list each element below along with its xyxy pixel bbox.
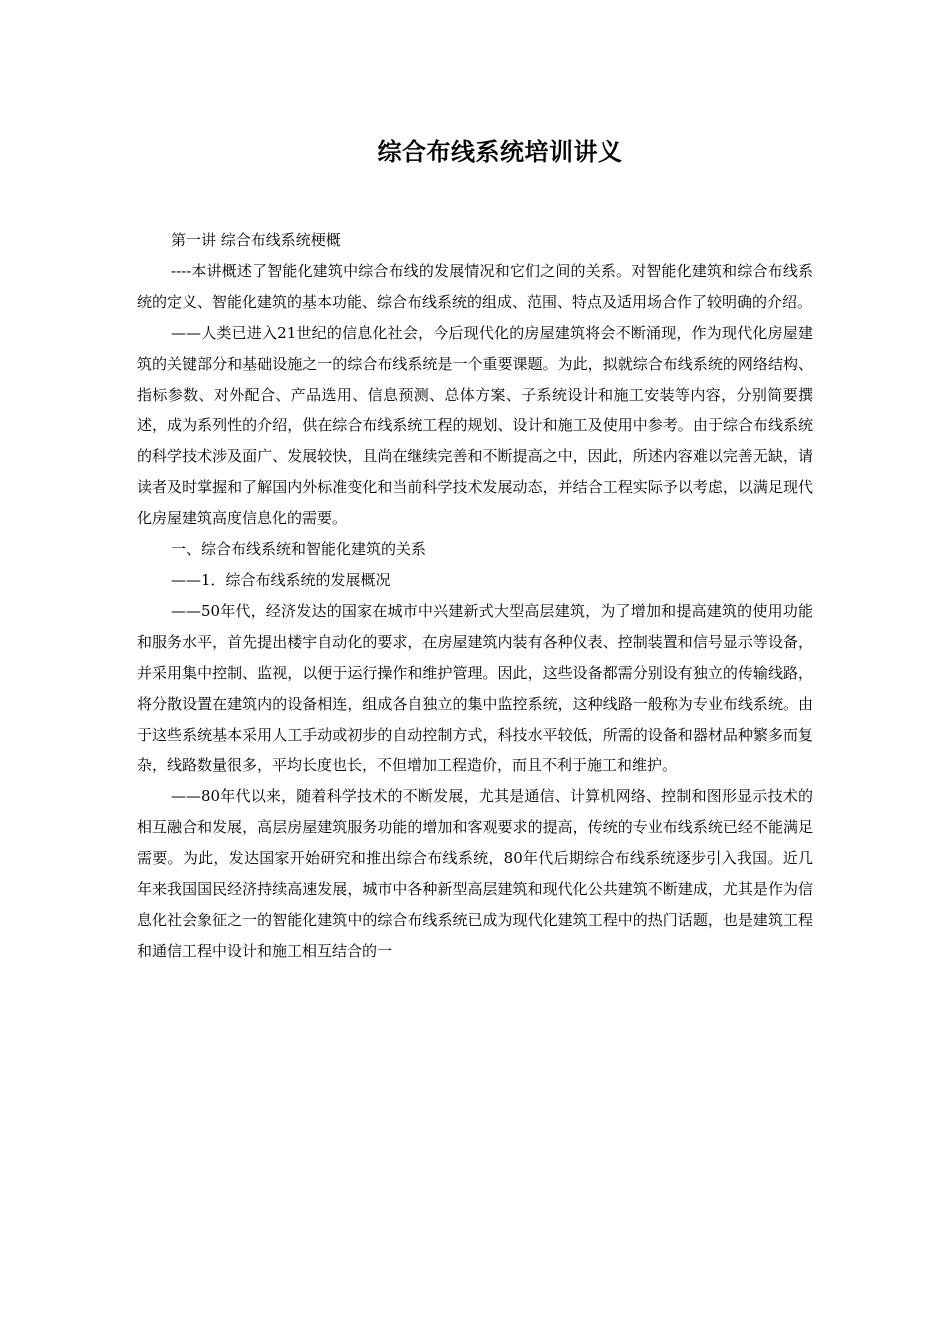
introduction-paragraph: ——人类已进入21世纪的信息化社会，今后现代化的房屋建筑将会不断涌现，作为现代化房屋建筑的关键部分和基础设施之一的综合布线系统是一个重要课题。为此，拟就综合布线系统的网络结构、指标参数、对外配合、产品选用、信息预测、总体方案、子系统设计和施工安装等内容，分别简要撰述，成为系列性的介绍，供在综合布线系统工程的规划、设计和施工及使用中参考。由于综合布线系统的科学技术涉及面广、发展较快，且尚在继续完善和不断提高之中，因此，所述内容难以完善无缺，请读者及时掌握和了解国内外标准变化和当前科学技术发展动态，并结合工程实际予以考虑，以满足现代化房屋建筑高度信息化的需要。: [137, 323, 813, 528]
document-body: [137, 225, 813, 967]
subsection-heading: ——1．综合布线系统的发展概况: [171, 570, 391, 589]
section-heading: 一、综合布线系统和智能化建筑的关系: [171, 540, 427, 559]
lecture-summary-paragraph: ----本讲概述了智能化建筑中综合布线的发展情况和它们之间的关系。对智能化建筑和综合布线系统的定义、智能化建筑的基本功能、综合布线系统的组成、范围、特点及适用场合作了较明确的介绍。: [137, 261, 813, 311]
history-paragraph-1950s: ——50年代，经济发达的国家在城市中兴建新式大型高层建筑，为了增加和提高建筑的使用功能和服务水平，首先提出楼宇自动化的要求，在房屋建筑内装有各种仪表、控制装置和信号显示等设备，并采用集中控制、监视，以便于运行操作和维护管理。因此，这些设备都需分别设有独立的传输线路，将分散设置在建筑内的设备相连，组成各自独立的集中监控系统，这种线路一般称为专业布线系统。由于这些系统基本采用人工手动或初步的自动控制方式，科技水平较低，所需的设备和器材品种繁多而复杂，线路数量很多，平均长度也长，不但增加工程造价，而且不利于施工和维护。: [137, 601, 813, 775]
document-title: 综合布线系统培训讲义: [377, 138, 623, 166]
lecture-heading: 第一讲 综合布线系统梗概: [171, 231, 341, 249]
history-paragraph-1980s: ——80年代以来，随着科学技术的不断发展，尤其是通信、计算机网络、控制和图形显示技术的相互融合和发展，高层房屋建筑服务功能的增加和客观要求的提高，传统的专业布线系统已经不能满足需要。为此，发达国家开始研究和推出综合布线系统，80年代后期综合布线系统逐步引入我国。近几年来我国国民经济持续高速发展，城市中各种新型高层建筑和现代化公共建筑不断建成，尤其是作为信息化社会象征之一的智能化建筑中的综合布线系统已成为现代化建筑工程中的热门话题，也是建筑工程和通信工程中设计和施工相互结合的一: [137, 787, 813, 960]
